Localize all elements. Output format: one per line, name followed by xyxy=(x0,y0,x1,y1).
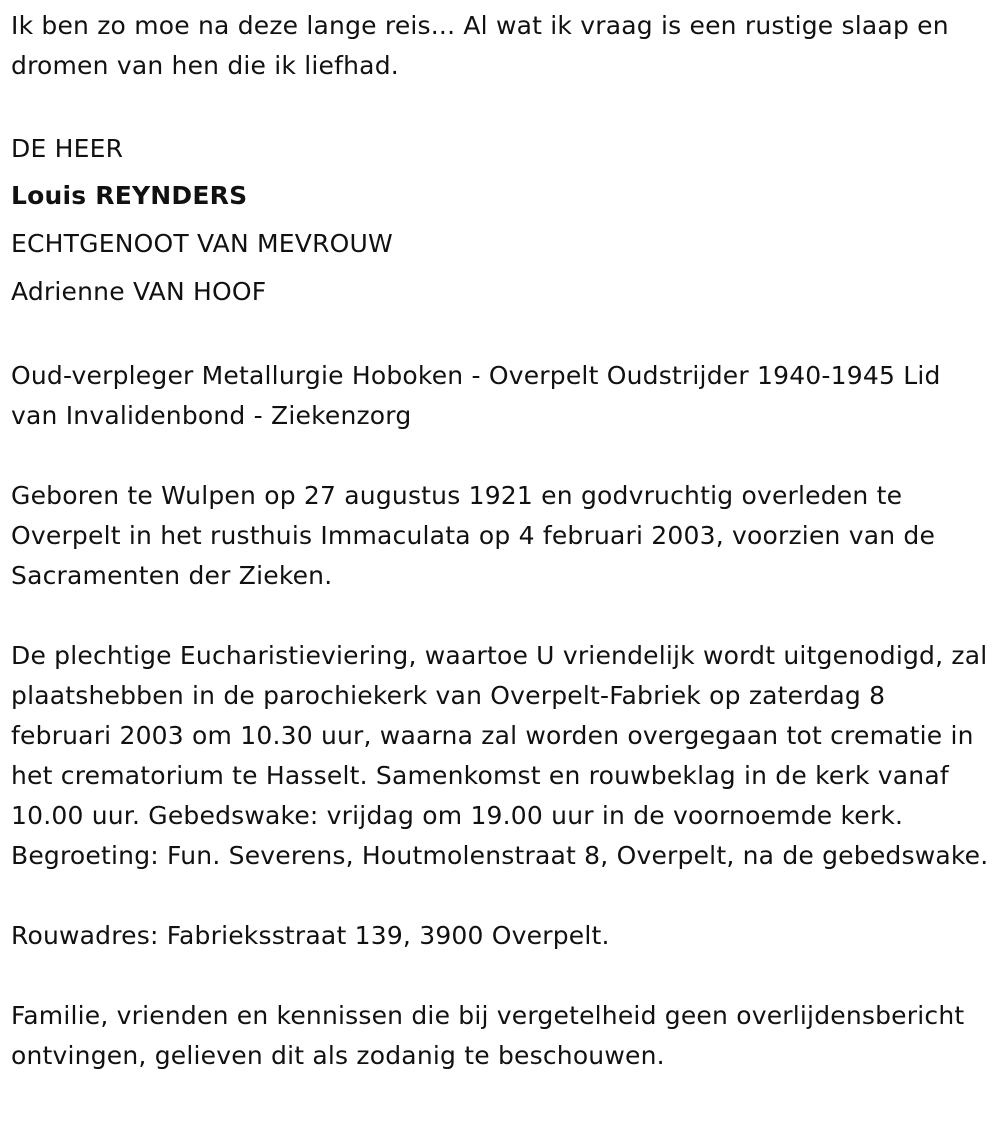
birth-death-paragraph: Geboren te Wulpen op 27 augustus 1921 en godvruchtig overleden te Overpelt in het rusthuis Immaculata op 4 februari 2003, voorzien van de Sacramenten der Zieken. xyxy=(11,481,936,590)
occupation-paragraph: Oud-verpleger Metallurgie Hoboken - Overpelt Oudstrijder 1940-1945 Lid van Invalidenbond - Ziekenzorg xyxy=(11,361,941,430)
epigraph-text: Ik ben zo moe na deze lange reis... Al wat ik vraag is een rustige slaap en dromen van hen die ik liefhad. xyxy=(11,11,949,80)
salutation-text: DE HEER xyxy=(11,134,124,163)
deceased-name: Louis REYNDERS xyxy=(11,181,248,210)
address-paragraph: Rouwadres: Fabrieksstraat 139, 3900 Overpelt. xyxy=(11,921,610,950)
spouse-name: Adrienne VAN HOOF xyxy=(11,277,267,306)
spouse-prefix-text: ECHTGENOOT VAN MEVROUW xyxy=(11,229,393,258)
ceremony-paragraph: De plechtige Eucharistieviering, waartoe U vriendelijk wordt uitgenodigd, zal plaatshebben in de parochiekerk van Overpelt-Fabriek op zaterdag 8 februari 2003 om 10.30 uur, waarna zal worden overgegaan tot crematie in het crematorium te Hasselt. Samenkomst en rouwbeklag in de kerk vanaf 10.00 uur. Gebedswake: vrijdag om 19.00 uur in de voornoemde kerk. Begroeting: Fun. Severens, Houtmolenstraat 8, Overpelt, na de gebedswake. xyxy=(11,641,989,870)
obituary-document xyxy=(11,6,993,1076)
closing-paragraph: Familie, vrienden en kennissen die bij vergetelheid geen overlijdensbericht ontvingen, gelieven dit als zodanig te beschouwen. xyxy=(11,1001,965,1070)
